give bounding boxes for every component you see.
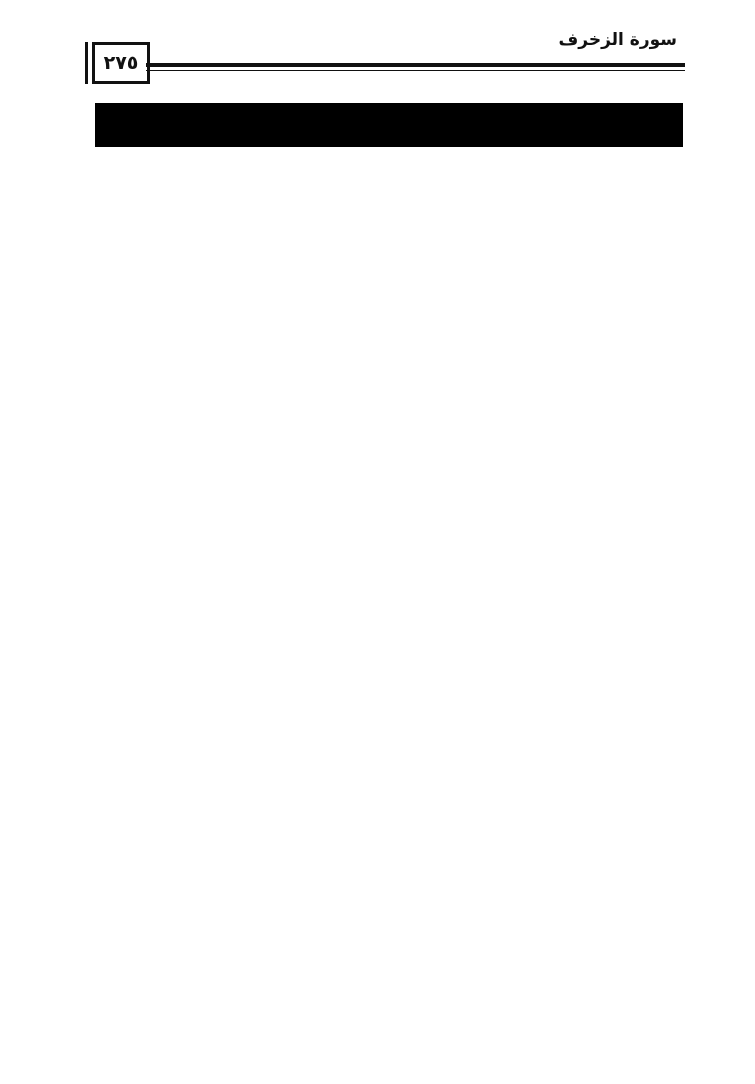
surah-title: سورة الزخرف [558, 30, 677, 50]
section-header-bar [95, 103, 683, 147]
page-number: ٢٧٥ [92, 42, 150, 84]
header-rule-thin [146, 70, 685, 71]
header-rule-thick [146, 63, 685, 67]
